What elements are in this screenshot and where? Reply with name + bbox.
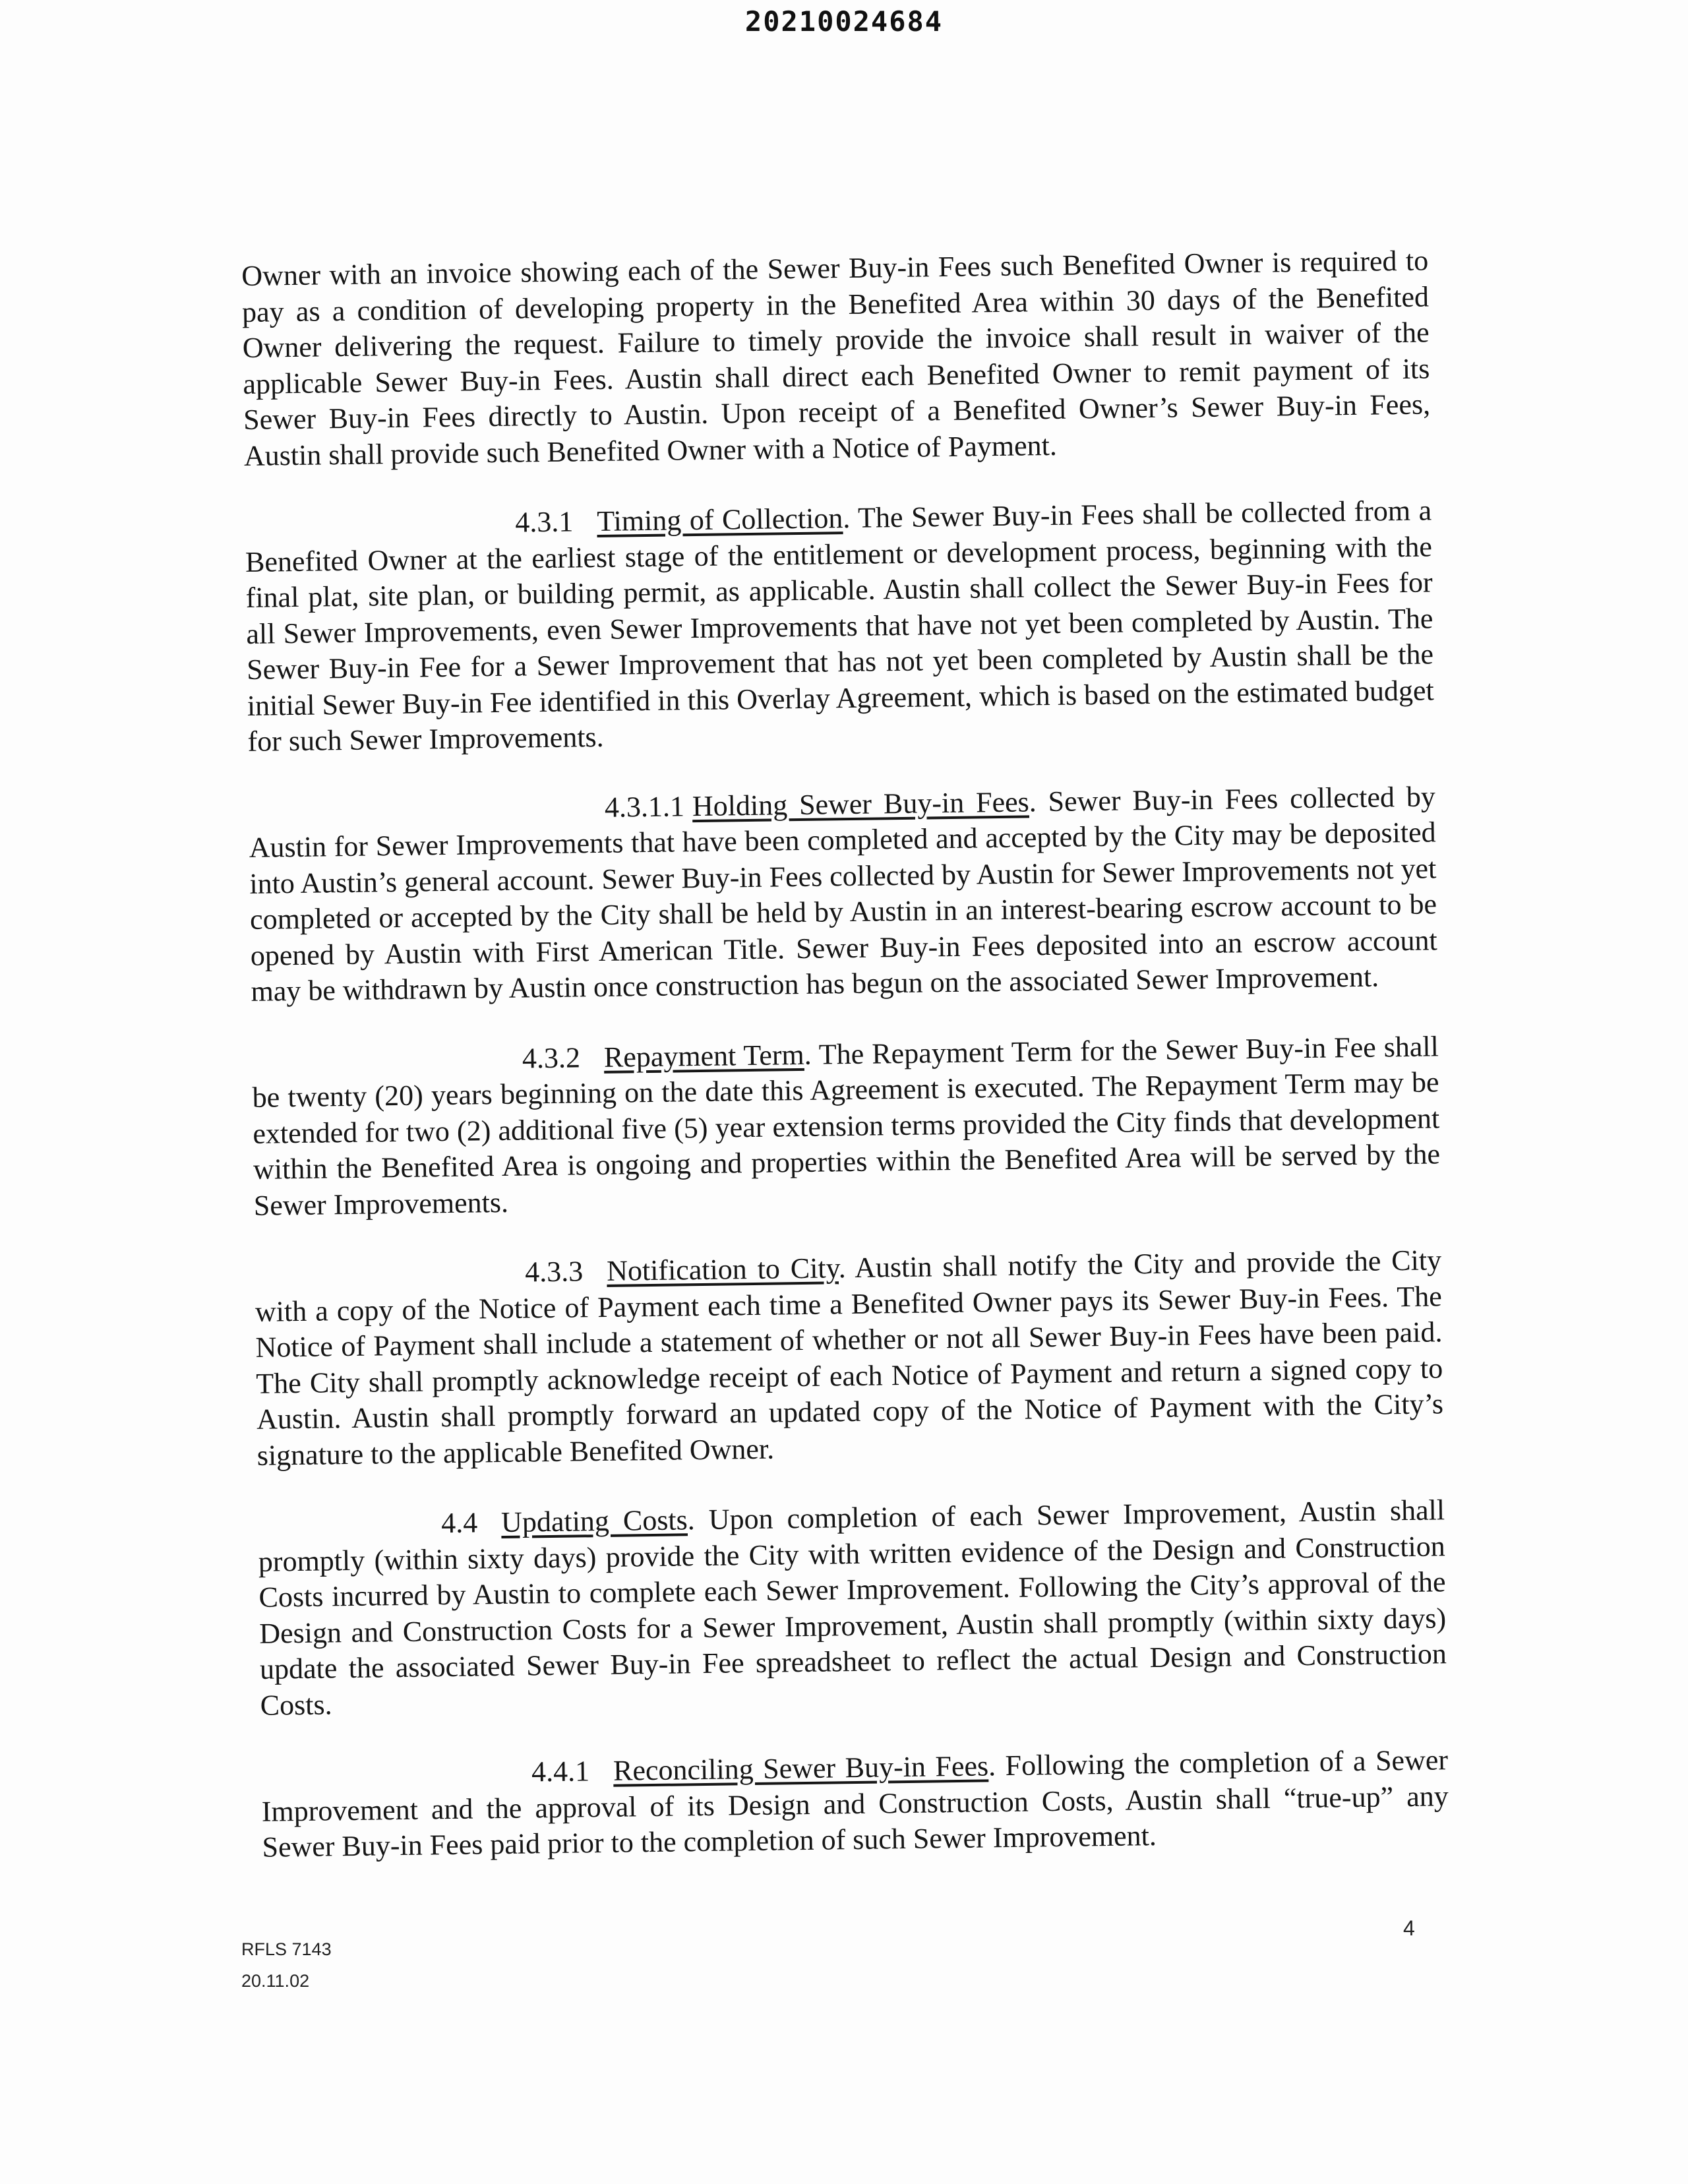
section-text: . Following the completion of a Sewer Improvement and the approval of its Design and Construction Costs, Austin shall “true-up” any Sewer Buy-in Fees paid prior to the completion of such Sewer Improvement. (261, 1744, 1449, 1864)
section-title: Timing of Collection (596, 502, 843, 537)
section-number: 4.4.1 (531, 1755, 590, 1788)
section-text: . The Sewer Buy-in Fees shall be collected from a Benefited Owner at the earliest stage of the entitlement or development process, beginning with the final plat, site plan, or building permit, as applicable. Austin shall collect the Sewer Buy-in Fees for all Sewer Improvements, even Sewer Improvements that have not yet been completed by Austin. The Sewer Buy-in Fee for a Sewer Improvement that has not yet been completed by Austin shall be the initial Sewer Buy-in Fee identified in this Overlay Agreement, which is based on the estimated budget for such Sewer Improvements. (245, 494, 1435, 758)
page-number: 4 (1403, 1916, 1415, 1940)
section-number: 4.3.3 (524, 1255, 584, 1289)
section-number: 4.3.2 (522, 1041, 581, 1075)
document-body (241, 243, 1449, 1900)
section-4-4-1 (261, 1742, 1449, 1866)
footer-reference (241, 1933, 332, 1997)
footer-code: RFLS 7143 (241, 1939, 332, 1959)
section-4-3-2 (252, 1029, 1441, 1224)
footer-date: 20.11.02 (241, 1971, 310, 1991)
section-4-3-1 (245, 493, 1435, 760)
section-4-3-1-1 (249, 779, 1438, 1010)
section-title: Notification to City (606, 1252, 839, 1287)
section-text: . The Repayment Term for the Sewer Buy-in Fee shall be twenty (20) years beginning on the date this Agreement is executed. The Repayment Term may be extended for two (2) additional five (5) year extension terms provided the City finds that development within the Benefited Area is ongoing and properties within the Benefited Area will be served by the Sewer Improvements. (252, 1029, 1441, 1222)
section-title: Reconciling Sewer Buy-in Fees (613, 1749, 989, 1787)
section-text: . Austin shall notify the City and provide the City with a copy of the Notice of Payment each time a Benefited Owner pays its Sewer Buy-in Fees. The Notice of Payment shall include a statement of whether or not all Sewer Buy-in Fees have been paid. The City shall promptly acknowledge receipt of each Notice of Payment and return a signed copy to Austin. Austin shall promptly forward an updated copy of the Notice of Payment with the City’s signature to the applicable Benefited Owner. (255, 1244, 1444, 1472)
section-text: . Upon completion of each Sewer Improvement, Austin shall promptly (within sixty days) provide the City with written evidence of the Design and Construction Costs incurred by Austin to complete each Sewer Improvement. Following the City’s approval of the Design and Construction Costs for a Sewer Improvement, Austin shall promptly (within sixty days) update the associated Sewer Buy-in Fee spreadsheet to reflect the actual Design and Construction Costs. (258, 1494, 1447, 1722)
section-text: . Sewer Buy-in Fees collected by Austin for Sewer Improvements that have been completed and accepted by the City may be deposited into Austin’s general account. Sewer Buy-in Fees collected by Austin for Sewer Improvements not yet completed or accepted by the City shall be held by Austin in an interest-bearing escrow account to be opened by Austin with First American Title. Sewer Buy-in Fees deposited into an escrow account may be withdrawn by Austin once construction has begun on the associated Sewer Improvement. (249, 779, 1438, 1008)
section-number: 4.3.1 (514, 505, 574, 539)
section-4-4 (258, 1492, 1447, 1724)
section-title: Holding Sewer Buy-in Fees (692, 785, 1030, 822)
document-number: 20210024684 (744, 5, 944, 38)
paragraph-intro: Owner with an invoice showing each of the Sewer Buy-in Fees such Benefited Owner is required to pay as a condition of developing property in the Benefited Area within 30 days of the Benefited Owner delivering the request. Failure to timely provide the invoice shall result in waiver of the applicable Sewer Buy-in Fees. Austin shall direct each Benefited Owner to remit payment of its Sewer Buy-in Fees directly to Austin. Upon receipt of a Benefited Owner’s Sewer Buy-in Fees, Austin shall provide such Benefited Owner with a Notice of Payment. (241, 244, 1431, 472)
section-number: 4.3.1.1 (604, 789, 685, 824)
section-4-3-3 (255, 1242, 1444, 1474)
section-number: 4.4 (440, 1506, 478, 1540)
section-title: Repayment Term (603, 1038, 804, 1074)
section-title: Updating Costs (500, 1503, 688, 1539)
